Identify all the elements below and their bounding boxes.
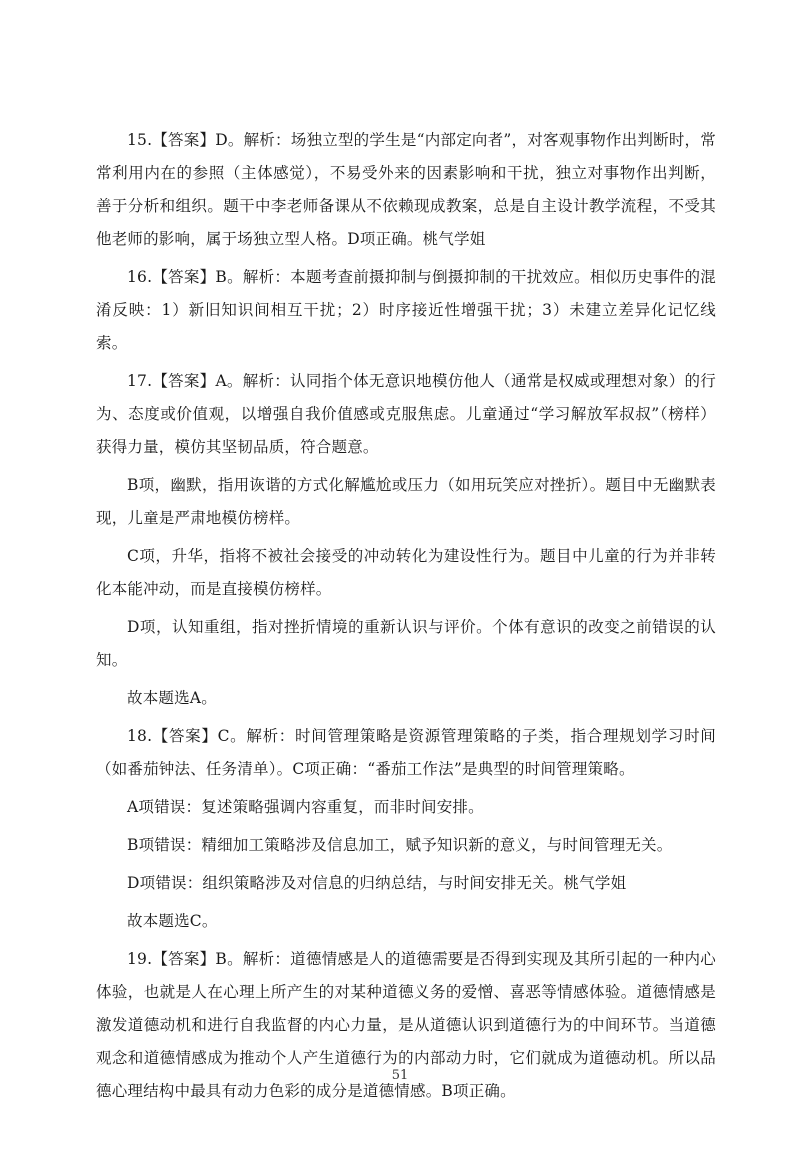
answer-18-paragraph: 18.【答案】C。解析：时间管理策略是资源管理策略的子类，指合理规划学习时间（如番茄钟法、任务清单）。C项正确：“番茄工作法”是典型的时间管理策略。	[96, 727, 716, 778]
answer-16-paragraph: 16.【答案】B。解析：本题考查前摄抑制与倒摄抑制的干扰效应。相似历史事件的混淆反映：1）新旧知识间相互干扰；2）时序接近性增强干扰；3）未建立差异化记忆线索。	[96, 268, 716, 352]
answer-17-option-d: D项，认知重组，指对挫折情境的重新认识与评价。个体有意识的改变之前错误的认知。	[96, 618, 716, 669]
answer-18-conclusion: 故本题选C。	[127, 912, 218, 930]
answer-19-paragraph: 19.【答案】B。解析：道德情感是人的道德需要是否得到实现及其所引起的一种内心体验，也就是人在心理上所产生的对某种道德义务的爱憎、喜恶等情感体验。道德情感是激发道德动机和进行自我监督的内心力量，是从道德认识到道德行为的中间环节。当道德观念和道德情感成为推动个人产生道德行为的内部动力时，它们就成为道德动机。所以品德心理结构中最具有动力色彩的成分是道德情感。B项正确。	[96, 950, 716, 1100]
answer-17-conclusion: 故本题选A。	[127, 689, 217, 707]
answer-18-option-a: A项错误：复述策略强调内容重复，而非时间安排。	[127, 798, 484, 816]
answer-17-paragraph: 17.【答案】A。解析：认同指个体无意识地模仿他人（通常是权威或理想对象）的行为、态度或价值观，以增强自我价值感或克服焦虑。儿童通过“学习解放军叔叔”（榜样）获得力量，模仿其坚韧品质，符合题意。	[96, 372, 716, 456]
page-number: 51	[391, 1068, 409, 1083]
answer-17-option-c: C项，升华，指将不被社会接受的冲动转化为建设性行为。题目中儿童的行为并非转化本能冲动，而是直接模仿榜样。	[96, 547, 716, 598]
answer-17-option-b: B项，幽默，指用诙谐的方式化解尴尬或压力（如用玩笑应对挫折）。题目中无幽默表现，儿童是严肃地模仿榜样。	[96, 476, 716, 527]
answer-15-paragraph: 15.【答案】D。解析：场独立型的学生是“内部定向者”，对客观事物作出判断时，常常利用内在的参照（主体感觉），不易受外来的因素影响和干扰，独立对事物作出判断，善于分析和组织。题干中李老师备课从不依赖现成教案，总是自主设计教学流程，不受其他老师的影响，属于场独立型人格。D项正确。桃气学姐	[96, 131, 716, 248]
page-body	[96, 124, 716, 1113]
answer-18-option-d: D项错误：组织策略涉及对信息的归纳总结，与时间安排无关。桃气学姐	[127, 874, 627, 892]
answer-18-option-b: B项错误：精细加工策略涉及信息加工，赋予知识新的意义，与时间管理无关。	[127, 836, 673, 854]
